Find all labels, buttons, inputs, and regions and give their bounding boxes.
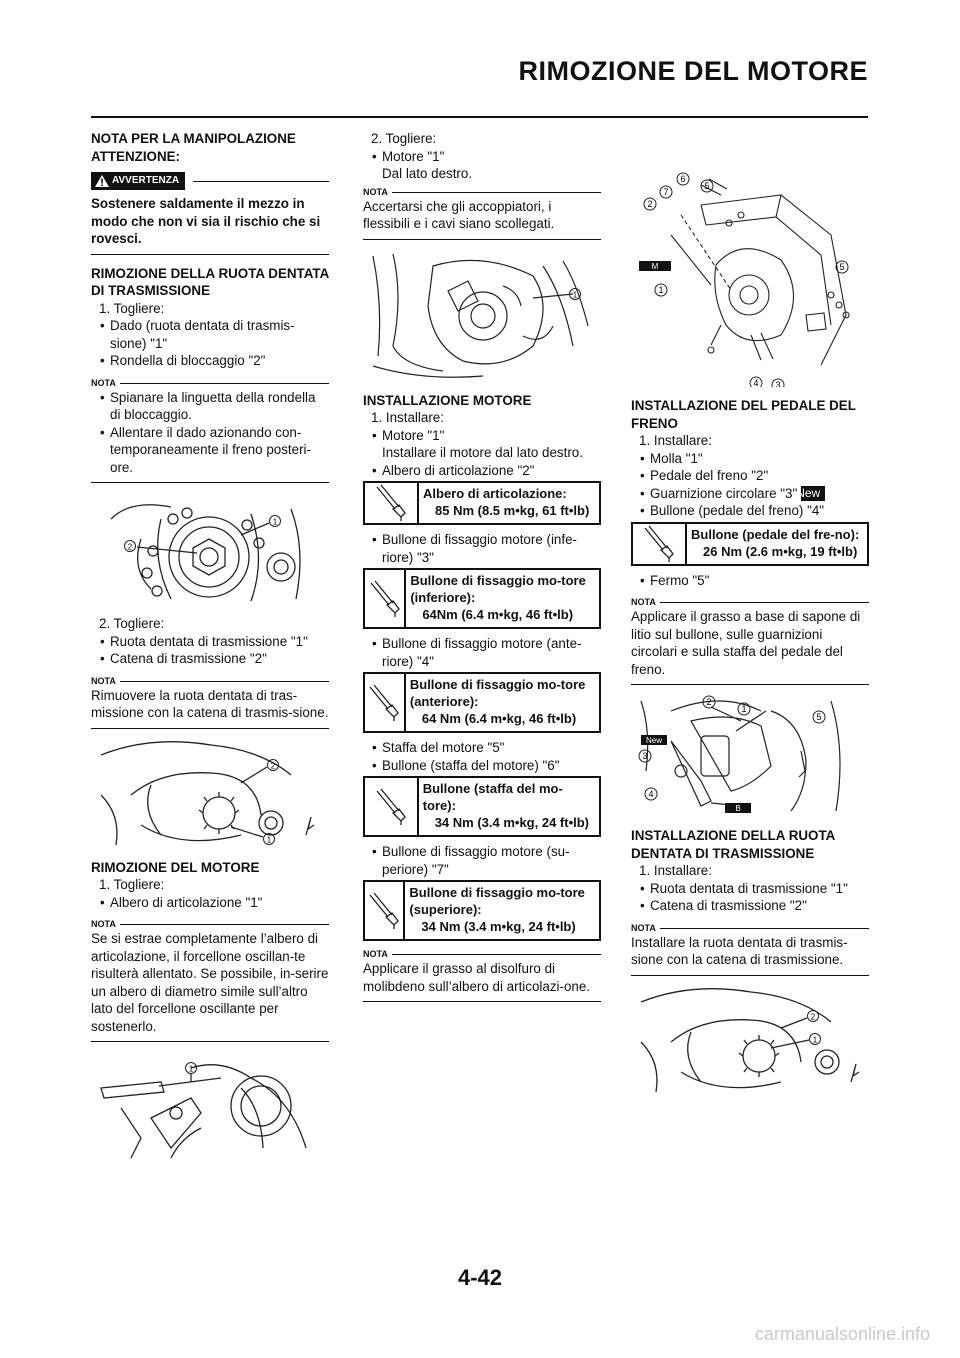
callout-label: 2 <box>647 199 653 209</box>
callout-label: 2 <box>270 761 276 770</box>
list-item: • Bullone (pedale del freno) "4" <box>631 502 869 520</box>
callout-label: 4 <box>648 789 654 799</box>
torque-wrench-icon <box>366 683 402 723</box>
list-item: • Allentare il dado azionando con-temporaneamente il freno posteri-ore. <box>91 424 329 477</box>
callout-label: 4 <box>753 378 759 387</box>
list-item: • Catena di trasmissione "2" <box>91 650 329 668</box>
page-number: 4-42 <box>457 1265 503 1290</box>
list-item: • Bullone (staffa del motore) "6" <box>363 757 601 775</box>
list-item-sub: Installare il motore dal lato destro. <box>382 445 583 460</box>
watermark: carmanualsonline.info <box>754 1324 930 1344</box>
brake-pedal-figure <box>631 691 869 821</box>
title-rule <box>91 116 868 118</box>
list-item-sub: Dal lato destro. <box>382 166 473 181</box>
step-label: 1. Installare: <box>639 433 712 448</box>
list-item: • Rondella di bloccaggio "2" <box>91 352 329 370</box>
sprocket-install-figure <box>631 982 869 1100</box>
new-badge-label: New <box>645 736 663 745</box>
step-label: 1. Togliere: <box>99 877 165 892</box>
section-title-installazione-motore: INSTALLAZIONE MOTORE <box>363 392 532 408</box>
attention-heading: ATTENZIONE: <box>91 148 181 164</box>
nota-text: Installare la ruota dentata di trasmis-sione con la catena di trasmissione. <box>631 934 848 967</box>
engine-figure <box>363 246 601 386</box>
list-item: • Dado (ruota dentata di trasmis-sione) "1" <box>91 317 329 352</box>
list-item: • Albero di articolazione "2" <box>363 462 601 480</box>
warning-triangle-icon <box>95 175 109 187</box>
callout-label: 1 <box>188 1064 194 1074</box>
list-item: • Guarnizione circolare "3"New <box>631 485 869 503</box>
callout-label: 2 <box>706 697 712 707</box>
torque-spec-box: Bullone di fissaggio mo-tore (anteriore): 64 Nm (6.4 m•kg, 46 ft•lb) <box>363 672 601 733</box>
torque-spec-box: Bullone (pedale del fre-no): 26 Nm (2.6 m•kg, 19 ft•lb) <box>631 522 869 566</box>
torque-wrench-icon <box>373 787 409 827</box>
list-item: • Ruota dentata di trasmissione "1" <box>91 633 329 651</box>
list-item: • Spianare la linguetta della rondella di bloccaggio. <box>91 389 329 424</box>
list-item: • Ruota dentata di trasmissione "1" <box>631 880 869 898</box>
column-1 <box>91 130 329 1172</box>
torque-spec-box: Bullone di fissaggio mo-tore (superiore): 34 Nm (3.4 m•kg, 24 ft•lb) <box>363 880 601 941</box>
nota-text: Applicare il grasso al disolfuro di molibdeno sull’albero di articolazi-one. <box>363 961 591 994</box>
callout-label: 5 <box>704 181 710 191</box>
sprocket-chain-figure <box>91 735 329 853</box>
grease-badge-label: B <box>735 804 741 813</box>
nota-box: NOTA Applicare il grasso al disolfuro di molibdeno sull’albero di articolazi-one. <box>363 949 601 1002</box>
callout-label: 6 <box>680 174 686 184</box>
callout-label: 2 <box>810 1012 816 1021</box>
callout-label: 1 <box>658 285 664 295</box>
sprocket-nut-figure <box>91 489 329 609</box>
column-3 <box>631 165 869 1106</box>
section-title-rimozione-motore: RIMOZIONE DEL MOTORE <box>91 859 260 875</box>
nota-box: NOTA Se si estrae completamente l’albero di articolazione, il forcellone oscillan-te risulterà allentato. Se possibile, in-serire un albero di diametro simile sull’altro lato del forcellone oscillante per sostenerlo. <box>91 919 329 1042</box>
torque-spec-box: Albero di articolazione: 85 Nm (8.5 m•kg, 61 ft•lb) <box>363 481 601 525</box>
callout-label: 1 <box>272 517 278 527</box>
list-item: • Molla "1" <box>631 450 869 468</box>
callout-label: 7 <box>663 187 669 197</box>
list-item: • Staffa del motore "5" <box>363 739 601 757</box>
column-2 <box>363 130 601 1002</box>
callout-label: 3 <box>775 380 781 387</box>
moly-badge-label: M <box>651 262 659 271</box>
warning-badge: AVVERTENZA <box>91 172 185 190</box>
callout-label: 1 <box>266 835 272 844</box>
callout-label: 2 <box>127 542 133 552</box>
callout-label: 5 <box>839 262 845 272</box>
frame-exploded-figure <box>631 165 869 387</box>
list-item: • Bullone di fissaggio motore (ante-riore) "4" <box>363 635 601 670</box>
step-label: 1. Installare: <box>371 410 444 425</box>
list-item: • Bullone di fissaggio motore (su-periore) "7" <box>363 843 601 878</box>
list-item: • Motore "1" <box>363 427 601 445</box>
warning-box <box>91 171 329 255</box>
nota-text: Rimuovere la ruota dentata di tras-missione con la catena di trasmis-sione. <box>91 687 329 720</box>
list-item: • Motore "1" <box>363 148 601 166</box>
callout-label: 1 <box>812 1035 818 1044</box>
nota-box: NOTA • Spianare la linguetta della rondella di bloccaggio. • Allentare il dado azionando con-temporaneamente il freno posteri-ore. <box>91 378 329 484</box>
step-label: 1. Installare: <box>639 863 712 878</box>
nota-text: Se si estrae completamente l’albero di articolazione, il forcellone oscillan-te risulterà allentato. Se possibile, in-serire un albero di diametro simile sull’altro lato del forcellone oscillante per sostenerlo. <box>91 931 329 1034</box>
callout-label: 5 <box>816 712 822 722</box>
torque-spec-box: Bullone (staffa del mo-tore): 34 Nm (3.4 m•kg, 24 ft•lb) <box>363 776 601 837</box>
torque-wrench-icon <box>373 483 409 523</box>
callout-label: 1 <box>572 290 578 299</box>
list-item: • Catena di trasmissione "2" <box>631 897 869 915</box>
step-label: 2. Togliere: <box>99 616 165 631</box>
torque-wrench-icon <box>641 524 677 564</box>
torque-wrench-icon <box>366 891 402 931</box>
callout-label: 3 <box>642 751 648 761</box>
section-title-rimozione-ruota: RIMOZIONE DELLA RUOTA DENTATA DI TRASMISSIONE <box>91 265 329 298</box>
step-label: 1. Togliere: <box>99 300 165 316</box>
nota-box: NOTA Accertarsi che gli accoppiatori, i flessibili e i cavi siano scollegati. <box>363 187 601 240</box>
list-item: • Bullone di fissaggio motore (infe-riore) "3" <box>363 531 601 566</box>
new-badge: New <box>801 486 825 501</box>
page-title: RIMOZIONE DEL MOTORE <box>518 56 868 86</box>
torque-spec-box: Bullone di fissaggio mo-tore (inferiore): 64Nm (6.4 m•kg, 46 ft•lb) <box>363 568 601 629</box>
section-title-pedale-freno: INSTALLAZIONE DEL PEDALE DEL FRENO <box>631 398 856 431</box>
nota-box: NOTA Installare la ruota dentata di trasmis-sione con la catena di trasmissione. <box>631 923 869 976</box>
list-item: • Pedale del freno "2" <box>631 467 869 485</box>
nota-text: Accertarsi che gli accoppiatori, i flessibili e i cavi siano scollegati. <box>363 198 555 231</box>
step-label: 2. Togliere: <box>371 131 437 146</box>
warning-text: Sostenere saldamente il mezzo in modo che non vi sia il rischio che si rovesci. <box>91 196 321 246</box>
pivot-shaft-figure <box>91 1048 329 1166</box>
callout-label: 1 <box>741 704 747 714</box>
list-item: • Fermo "5" <box>631 572 869 590</box>
list-item: • Albero di articolazione "1" <box>91 894 329 912</box>
nota-box: NOTA Applicare il grasso a base di sapone di litio sul bullone, sulle guarnizioni circolari e sulla staffa del pedale del freno. <box>631 597 869 685</box>
section-title-installazione-ruota: INSTALLAZIONE DELLA RUOTA DENTATA DI TRASMISSIONE <box>631 828 835 861</box>
nota-box: NOTA Rimuovere la ruota dentata di tras-missione con la catena di trasmis-sione. <box>91 676 329 729</box>
nota-text: Applicare il grasso a base di sapone di litio sul bullone, sulle guarnizioni circolari e sulla staffa del pedale del freno. <box>631 609 861 677</box>
torque-wrench-icon <box>367 579 403 619</box>
nota-handling-heading: NOTA PER LA MANIPOLAZIONE <box>91 131 296 146</box>
